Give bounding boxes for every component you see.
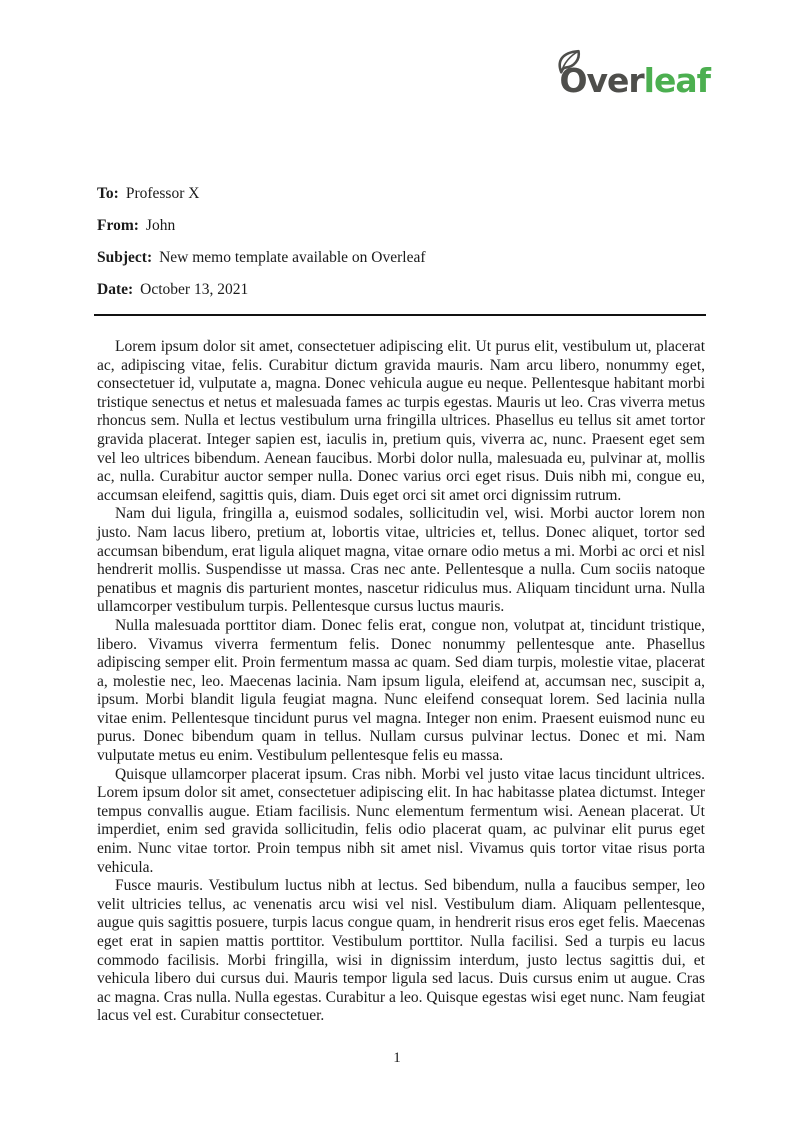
field-date-value: October 13, 2021: [140, 281, 249, 298]
field-from: [97, 216, 705, 235]
paragraph-3: Nulla malesuada porttitor diam. Donec felis erat, congue non, volutpat at, tincidunt tristique, libero. Vivamus viverra fermentum felis. Donec nonummy pellentesque ante. Phasellus adipiscing semper elit. Proin fermentum massa ac quam. Sed diam turpis, molestie vitae, placerat a, molestie nec, leo. Maecenas lacinia. Nam ipsum ligula, eleifend at, accumsan nec, suscipit a, ipsum. Morbi blandit ligula feugiat magna. Nunc eleifend consequat lorem. Sed lacinia nulla vitae enim. Pellentesque tincidunt purus vel magna. Integer non enim. Praesent euismod nunc eu purus. Donec bibendum quam in tellus. Nullam cursus pulvinar lectus. Donec et mi. Nam vulputate metus eu enim. Vestibulum pellentesque felis eu massa.: [97, 616, 705, 765]
field-from-value: John: [145, 217, 176, 234]
memo-header-fields: [97, 184, 705, 312]
paragraph-5: Fusce mauris. Vestibulum luctus nibh at lectus. Sed bibendum, nulla a faucibus semper, leo velit ultricies tellus, ac venenatis arcu wisi vel nisl. Vestibulum diam. Aliquam pellentesque, augue quis sagittis posuere, turpis lacus congue quam, in hendrerit risus eros eget felis. Maecenas eget erat in sapien mattis porttitor. Vestibulum porttitor. Nulla facilisi. Sed a turpis eu lacus commodo facilisis. Morbi fringilla, wisi in dignissim interdum, justo lectus sagittis dui, et vehicula libero dui cursus dui. Mauris tempor ligula sed lacus. Duis cursus enim ut augue. Cras ac magna. Cras nulla. Nulla egestas. Curabitur a leo. Quisque egestas wisi eget nunc. Nam feugiat lacus vel est. Curabitur consectetuer.: [97, 877, 705, 1025]
memo-body: [97, 338, 705, 1026]
paragraph-2: Nam dui ligula, fringilla a, euismod sodales, sollicitudin vel, wisi. Morbi auctor lorem non justo. Nam lacus libero, pretium at, lobortis vitae, ultricies et, tellus. Donec aliquet, tortor sed accumsan bibendum, erat ligula aliquet magna, vitae ornare odio metus a mi. Morbi ac orci et nisl hendrerit mollis. Suspendisse ut massa. Cras nec ante. Pellentesque a nulla. Cum sociis natoque penatibus et magnis dis parturient montes, nascetur ridiculus mus. Aliquam tincidunt urna. Nulla ullamcorper vestibulum turpis. Pellentesque cursus luctus mauris.: [97, 505, 705, 616]
paragraph-4: Quisque ullamcorper placerat ipsum. Cras nibh. Morbi vel justo vitae lacus tincidunt ultrices. Lorem ipsum dolor sit amet, consectetuer adipiscing elit. In hac habitasse platea dictumst. Integer tempus convallis augue. Etiam facilisis. Nunc elementum fermentum wisi. Aenean placerat. Ut imperdiet, enim sed gravida sollicitudin, felis odio placerat quam, ac pulvinar elit purus eget enim. Nunc vitae tortor. Proin tempus nibh sit amet nisl. Vivamus quis tortor vitae risus porta vehicula.: [97, 765, 705, 876]
field-subject-label: Subject:: [97, 249, 153, 266]
field-from-label: From:: [97, 217, 139, 234]
overleaf-logo: [559, 61, 710, 100]
field-to-value: Professor X: [125, 185, 200, 202]
field-to-label: To:: [97, 185, 119, 202]
field-subject: [97, 248, 705, 267]
field-to: [97, 184, 705, 203]
header-rule: [94, 314, 706, 316]
field-date: [97, 280, 705, 299]
logo-text-over: Over: [559, 61, 644, 100]
field-subject-value: New memo template available on Overleaf: [159, 249, 426, 266]
paragraph-1: Lorem ipsum dolor sit amet, consectetuer adipiscing elit. Ut purus elit, vestibulum ut, placerat ac, adipiscing vitae, felis. Curabitur dictum gravida mauris. Nam arcu libero, nonummy eget, consectetuer id, vulputate a, magna. Donec vehicula augue eu neque. Pellentesque habitant morbi tristique senectus et netus et malesuada fames ac turpis egestas. Mauris ut leo. Cras viverra metus rhoncus sem. Nulla et lectus vestibulum urna fringilla ultrices. Phasellus eu tellus sit amet tortor gravida placerat. Integer sapien est, iaculis in, pretium quis, viverra ac, nunc. Praesent eget sem vel leo ultrices bibendum. Aenean faucibus. Morbi dolor nulla, malesuada eu, pulvinar at, mollis ac, nulla. Curabitur auctor semper nulla. Donec varius orci eget risus. Duis nibh mi, congue eu, accumsan eleifend, sagittis quis, diam. Duis eget orci sit amet orci dignissim rutrum.: [97, 338, 705, 504]
leaf-icon: [555, 48, 585, 77]
field-date-label: Date:: [97, 281, 134, 298]
page-number: 1: [393, 1050, 401, 1066]
logo-text-leaf: leaf: [643, 61, 710, 100]
